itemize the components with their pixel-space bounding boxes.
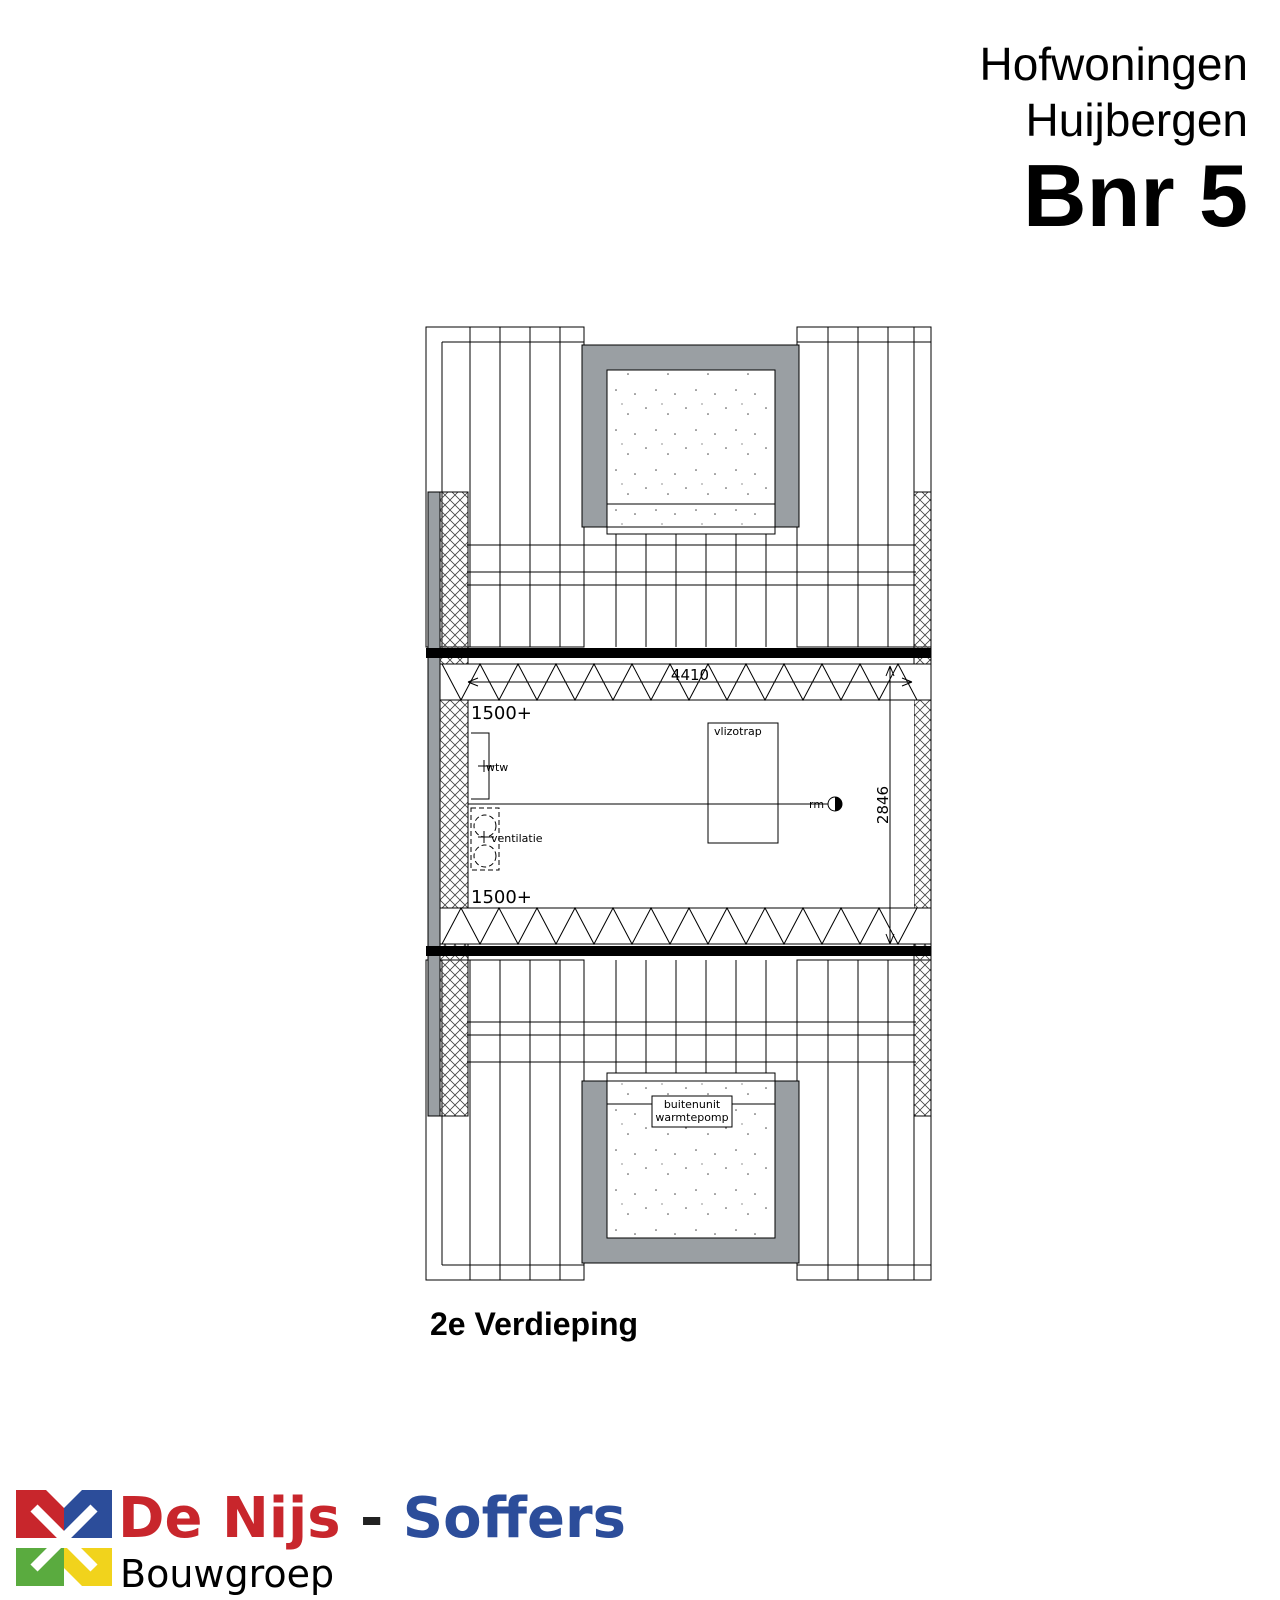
width-dimension-label: 4410 <box>670 666 710 684</box>
project-location: Huijbergen <box>1025 94 1248 146</box>
dormer-top <box>582 345 799 534</box>
beam-bottom <box>426 946 931 956</box>
room <box>426 648 931 956</box>
height-note-top: 1500+ <box>471 703 532 724</box>
company-subtitle: Bouwgroep <box>120 1552 335 1596</box>
outdoor-unit-label: buitenunit <box>663 1098 721 1111</box>
company-name <box>118 1486 626 1551</box>
attic-stair-label: vlizotrap <box>714 725 762 738</box>
company-name-separator: - <box>340 1486 403 1551</box>
beam-top <box>426 648 931 658</box>
smoke-detector-label: rm <box>809 798 825 811</box>
floor-caption: 2e Verdieping <box>430 1306 639 1342</box>
heat-pump-label: warmtepomp <box>655 1111 729 1124</box>
building-number: Bnr 5 <box>1023 146 1248 245</box>
wtw-label: wtw <box>486 761 509 774</box>
project-name: Hofwoningen <box>979 38 1248 90</box>
logo-mark-icon <box>16 1490 112 1586</box>
company-name-part2: Soffers <box>402 1486 626 1551</box>
company-name-part1: De Nijs <box>118 1486 341 1551</box>
attic-stair-hatch <box>708 723 778 843</box>
height-note-bottom: 1500+ <box>471 887 532 908</box>
company-logo <box>16 1486 716 1600</box>
ventilation-label: ventilatie <box>491 832 543 845</box>
depth-dimension-label: 2846 <box>874 785 892 825</box>
